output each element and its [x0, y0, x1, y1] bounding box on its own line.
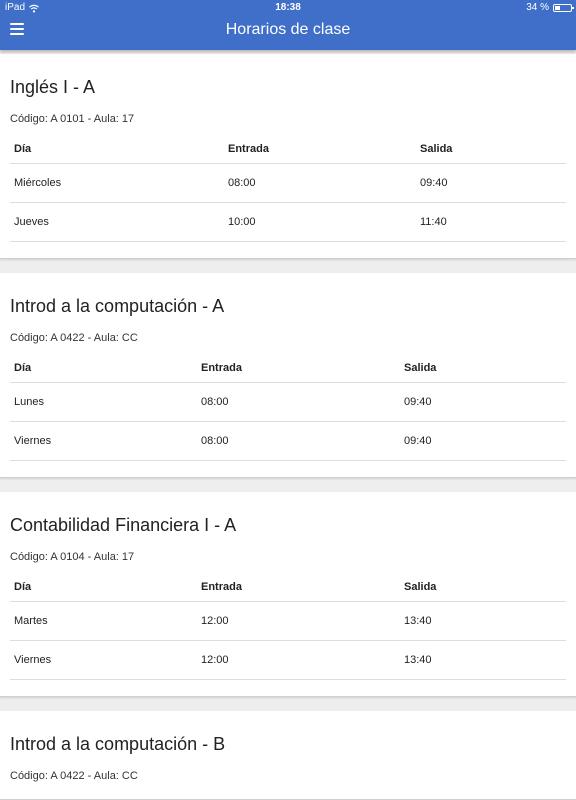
course-title: Introd a la computación - A — [10, 296, 225, 316]
cell-end: 13:40 — [400, 641, 566, 680]
schedule-list[interactable] — [0, 50, 576, 782]
app-header — [0, 0, 576, 50]
cell-end: 09:40 — [400, 422, 566, 461]
course-title: Introd a la computación - B — [10, 734, 226, 754]
column-header-end: Salida — [400, 354, 566, 383]
cell-day: Viernes — [10, 641, 197, 680]
course-title: Inglés I - A — [10, 77, 96, 97]
cell-end: 11:40 — [416, 203, 566, 242]
column-header-end: Salida — [400, 573, 566, 602]
course-card — [0, 54, 576, 259]
course-code: Código: A 0101 - Aula: 17 — [10, 113, 135, 125]
course-code: Código: A 0104 - Aula: 17 — [10, 551, 135, 563]
page-title: Horarios de clase — [225, 21, 351, 38]
battery-percent: 34 % — [526, 2, 549, 13]
column-header-day: Día — [10, 354, 197, 383]
cell-day: Lunes — [10, 383, 197, 422]
battery-fill — [555, 6, 560, 10]
course-card — [0, 492, 576, 697]
column-header-start: Entrada — [197, 573, 400, 602]
table-header-row — [10, 135, 566, 164]
cell-day: Viernes — [10, 422, 197, 461]
column-header-day: Día — [10, 135, 224, 164]
table-row — [10, 164, 566, 203]
cell-start: 10:00 — [224, 203, 416, 242]
cell-start: 08:00 — [197, 383, 400, 422]
cell-end: 13:40 — [400, 602, 566, 641]
status-right — [526, 0, 572, 16]
status-bar — [0, 0, 576, 16]
cell-start: 08:00 — [197, 422, 400, 461]
course-code: Código: A 0422 - Aula: CC — [10, 332, 138, 344]
table-row — [10, 641, 566, 680]
table-row — [10, 422, 566, 461]
table-header-row — [10, 354, 566, 383]
column-header-day: Día — [10, 573, 197, 602]
cell-end: 09:40 — [400, 383, 566, 422]
table-row — [10, 203, 566, 242]
course-card — [0, 711, 576, 800]
status-time: 18:38 — [275, 2, 301, 13]
table-row — [10, 602, 566, 641]
cell-day: Martes — [10, 602, 197, 641]
schedule-table — [10, 135, 566, 242]
cell-start: 08:00 — [224, 164, 416, 203]
cell-day: Miércoles — [10, 164, 224, 203]
schedule-table — [10, 354, 566, 461]
cell-day: Jueves — [10, 203, 224, 242]
battery-icon — [553, 4, 572, 12]
cell-end: 09:40 — [416, 164, 566, 203]
column-header-start: Entrada — [197, 354, 400, 383]
schedule-table — [10, 573, 566, 680]
table-header-row — [10, 573, 566, 602]
course-title: Contabilidad Financiera I - A — [10, 515, 237, 535]
cell-start: 12:00 — [197, 602, 400, 641]
cell-start: 12:00 — [197, 641, 400, 680]
device-name: iPad — [5, 2, 26, 13]
course-code: Código: A 0422 - Aula: CC — [10, 770, 138, 782]
table-row — [10, 383, 566, 422]
column-header-start: Entrada — [224, 135, 416, 164]
course-card — [0, 273, 576, 478]
column-header-end: Salida — [416, 135, 566, 164]
